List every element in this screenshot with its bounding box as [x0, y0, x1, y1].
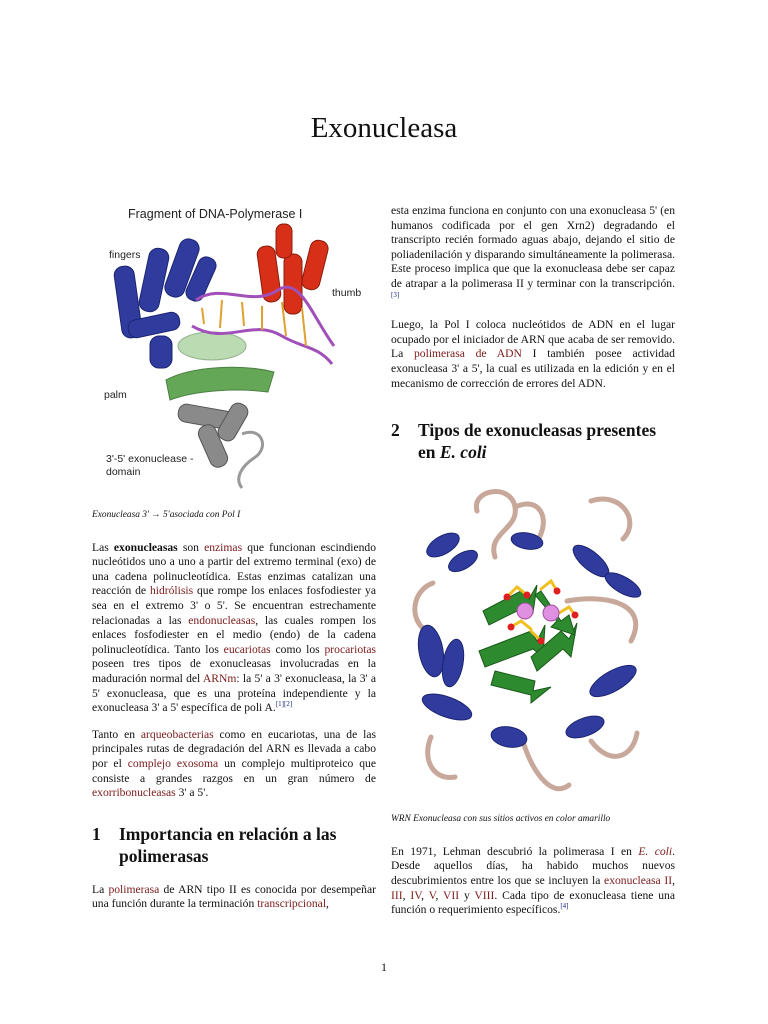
link-v[interactable]: V: [428, 888, 436, 902]
section-2-title: Tipos de exonucleasas presentes en E. coli: [418, 420, 657, 463]
link-polimerasa[interactable]: polimerasa: [108, 882, 160, 896]
intro-paragraph-2: Tanto en arqueobacterias como en eucariotas, una de las principales rutas de degradación del ARN es llevada a cabo por el complejo exosoma un complejo multiproteico que consiste a grandes razgos en un gran número de exorribonucleasas 3' a 5'.: [92, 727, 376, 800]
figure1-caption: Exonucleasa 3' → 5'asociada con Pol I: [92, 510, 241, 520]
figure-wrn-exonuclease: [391, 481, 675, 806]
section-1-title: Importancia en relación a las polimerasas: [119, 823, 337, 866]
term-exonucleasas: exonucleasas: [113, 540, 178, 554]
label-thumb: thumb: [332, 287, 362, 299]
link-iii[interactable]: III: [391, 888, 403, 902]
link-endonucleasas[interactable]: endonucleasas: [188, 613, 256, 627]
link-eucariotas[interactable]: eucariotas: [223, 642, 271, 656]
label-domain-line1: 3'-5' exonuclease -: [106, 453, 194, 465]
link-exorribonucleasas[interactable]: exorribonucleasas: [92, 786, 176, 800]
link-polimerasa-de-adn[interactable]: polimerasa de ADN: [414, 347, 522, 361]
section-1-paragraph: La polimerasa de ARN tipo II es conocida por desempeñar una función durante la terminación transcripcional,: [92, 882, 376, 911]
right-paragraph-2: Luego, la Pol I coloca nucleótidos de ADN en el lugar ocupado por el iniciador de ARN que acaba de ser removido. La polimerasa de ADN I también posee actividad exonucleasa 3' a 5', la cual es utilizada en la edición y en el mecanismo de corrección de errores del ADN.: [391, 318, 675, 390]
section-2-paragraph: En 1971, Lehman descubrió la polimerasa I en E. coli. Desde aquellos días, ha habido muchos nuevos descubrimientos entre los que se incluyen la exonucleasa II, III, IV, V, VII y VIII. Cada tipo de exonucleasa tiene una función o requerimiento específicos.[4]: [391, 844, 676, 917]
label-fingers: fingers: [109, 249, 141, 261]
thumb-domain: [256, 224, 330, 314]
section-2-heading: [391, 419, 675, 463]
label-domain-line2: domain: [106, 466, 141, 478]
link-viii[interactable]: VIII: [474, 888, 495, 902]
right-paragraph-1: esta enzima funciona en conjunto con una exonucleasa 5' (en humanos codificada por el gen Xrn2) degradando el transcripto recién formado aguas abajo, dejando el sitio de poliadenilación y disparando simultáneamente la polimerasa. Este proceso implica que que la exonucleasa debe ser capaz de atrapar a la polimerasa II y terminar con la transcripción.[3]: [391, 204, 675, 299]
link-hidrolisis[interactable]: hidrólisis: [149, 584, 194, 598]
figure-dna-polymerase: [92, 196, 376, 502]
exonuclease-domain: [177, 400, 263, 488]
page-title: Exonucleasa: [310, 112, 458, 144]
dna-polymerase-structure-image: [92, 196, 376, 502]
section-1-number: 1: [92, 823, 101, 844]
link-enzimas[interactable]: enzimas: [204, 540, 243, 554]
ref-4[interactable]: [4]: [560, 902, 569, 911]
section-2-number: 2: [391, 420, 400, 441]
link-exonucleasa-ii[interactable]: exonucleasa II: [604, 873, 673, 887]
link-procariotas[interactable]: procariotas: [324, 642, 376, 656]
link-iv[interactable]: IV: [410, 888, 422, 902]
link-transcripcional[interactable]: transcripcional: [257, 897, 327, 911]
figure1-heading: Fragment of DNA-Polymerase I: [128, 207, 303, 221]
link-arqueobacterias[interactable]: arqueobacterias: [140, 727, 214, 741]
page-number: 1: [381, 960, 387, 974]
ref-1[interactable]: [1]: [275, 700, 284, 709]
wrn-exonuclease-structure-image: [391, 481, 675, 806]
section-1-heading: [92, 823, 376, 867]
link-vii[interactable]: VII: [443, 888, 460, 902]
right-column: [391, 204, 675, 930]
link-complejo-exosoma[interactable]: complejo exosoma: [127, 756, 219, 770]
link-e-coli[interactable]: E. coli: [638, 844, 673, 858]
link-arnm[interactable]: ARNm: [202, 671, 237, 685]
ref-2[interactable]: [2]: [283, 700, 293, 709]
ref-3[interactable]: [3]: [391, 290, 400, 299]
left-column: [92, 196, 376, 924]
beta-sheets: [479, 585, 577, 703]
palm-domain: [166, 332, 274, 400]
intro-paragraph-1: Las exonucleasas son enzimas que funcionan escindiendo nucleótidos uno a uno a partir del extremo terminal (exo) de una cadena polinucleotídica. Estas enzimas catalizan una reacción de hidrólisis que rompe los enlaces fosfodiester ya sea en el extremo 3' o 5'. Se encuentran estrechamente relacionadas a las endonucleasas, las cuales rompen los enlaces fosfodiester en el medio (endo) de la cadena polinucleotídica. Tanto los eucariotas como los procariotas poseen tres tipos de exonucleasas involucradas en la maduración normal del ARNm: la 5' a 3' exonucleasa, la 3' a 5' exonucleasa, que es una proteína independiente y la exonucleasa 3' a 5' específica de poli A.[1][2]: [92, 540, 377, 715]
label-palm: palm: [104, 389, 127, 401]
figure2-caption: WRN Exonucleasa con sus sitios activos en color amarillo: [391, 814, 611, 825]
